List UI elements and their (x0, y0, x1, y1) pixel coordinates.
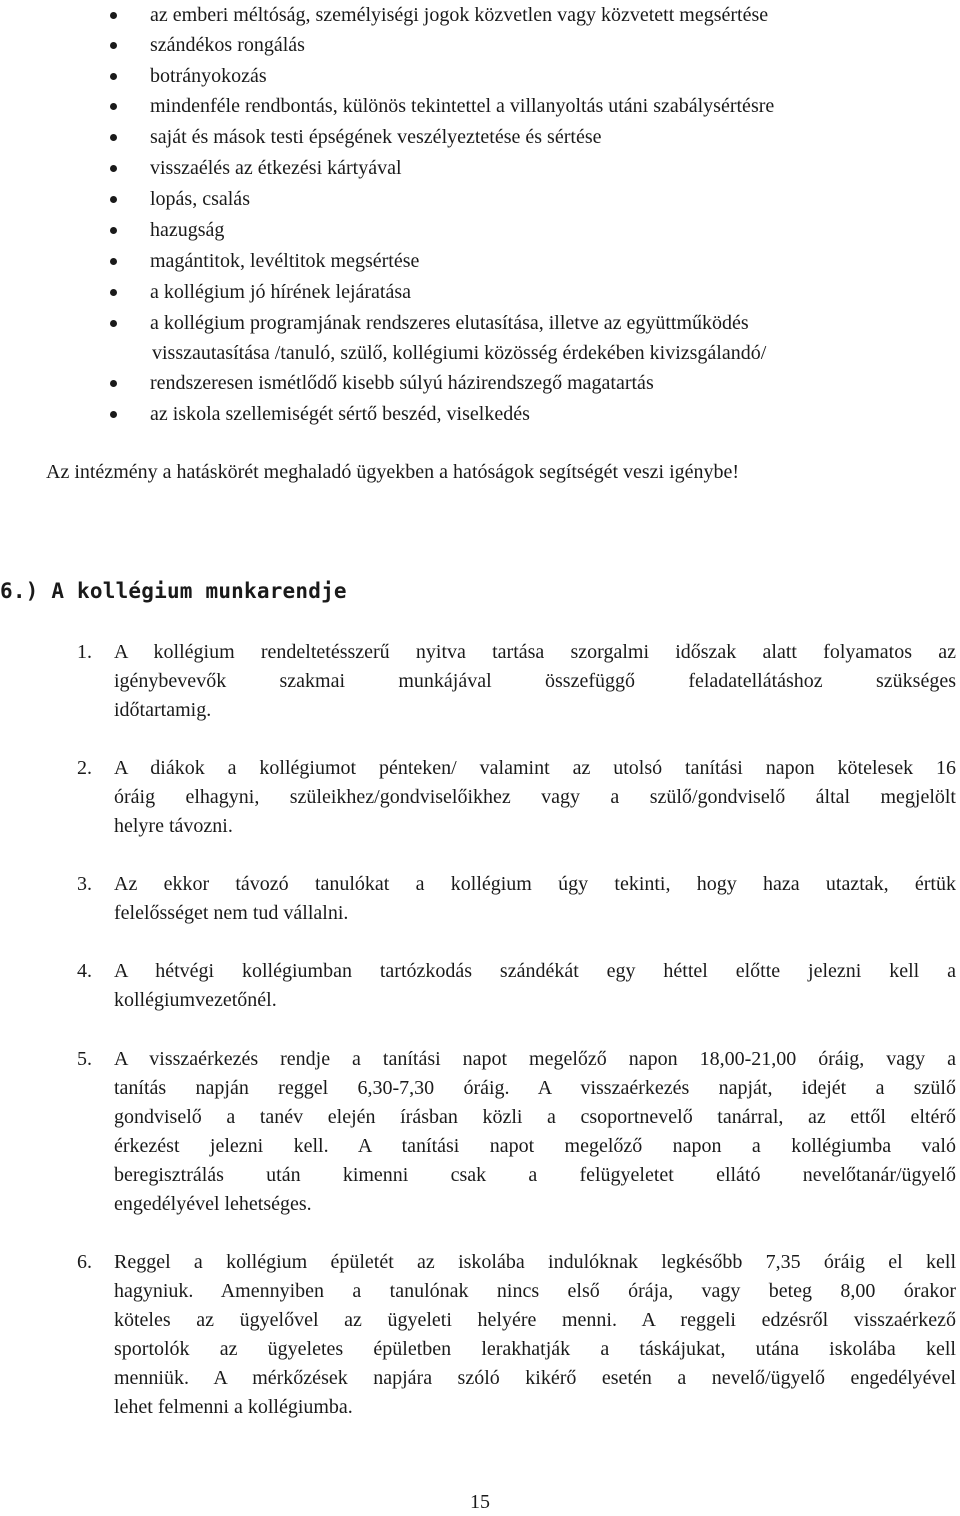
text-line: Az ekkor távozó tanulókat a kollégium úgy tekinti, hogy haza utaztak, értük (114, 873, 956, 895)
text-line: Reggel a kollégium épületét az iskolába indulóknak legkésőbb 7,35 óráig el kell (114, 1251, 956, 1273)
text-line: helyre távozni. (114, 815, 233, 837)
text-line: beregisztrálás után kimenni csak a felügyeletet ellátó nevelőtanár/ügyelő (114, 1164, 956, 1186)
text-line: hagyniuk. Amennyiben a tanulónak nincs első órája, vagy beteg 8,00 órakor (114, 1280, 956, 1302)
bullet-icon (110, 196, 117, 203)
list-item-text: lopás, csalás (150, 188, 250, 210)
text-line: köteles az ügyelővel az ügyeleti helyére menni. A reggeli edzésről visszaérkező (114, 1309, 956, 1331)
list-item-text: botrányokozás (150, 65, 267, 87)
text-line: óráig elhagyni, szüleikhez/gondviselőikhez vagy a szülő/gondviselő által megjelölt (114, 786, 956, 808)
bullet-icon (110, 134, 117, 141)
text-line: igénybevevők szakmai munkájával összefüggő feladatellátáshoz szükséges (114, 670, 956, 692)
list-item (0, 30, 960, 60)
rule-text (114, 1248, 956, 1422)
bullet-icon (110, 42, 117, 49)
rule-number: 4. (77, 960, 92, 982)
bullet-icon (110, 380, 117, 387)
list-item (0, 0, 960, 30)
list-item (0, 308, 960, 338)
text-line: A kollégium rendeltetésszerű nyitva tartása szorgalmi időszak alatt folyamatos az (114, 641, 956, 663)
text-line: tanítás napján reggel 6,30-7,30 óráig. A visszaérkezés napját, idejét a szülő (114, 1077, 956, 1099)
text-line: A visszaérkezés rendje a tanítási napot megelőző napon 18,00-21,00 óráig, vagy a (114, 1048, 956, 1070)
bullet-icon (110, 289, 117, 296)
list-item-text: a kollégium programjának rendszeres elutasítása, illetve az együttműködés (150, 312, 749, 334)
list-item-text: visszaélés az étkezési kártyával (150, 157, 402, 179)
list-item (0, 61, 960, 91)
list-item-text: szándékos rongálás (150, 34, 305, 56)
text-line: A hétvégi kollégiumban tartózkodás szándékát egy héttel előtte jelezni kell a (114, 960, 956, 982)
list-item (0, 153, 960, 183)
rule-text (114, 870, 956, 928)
text-line: időtartamig. (114, 699, 212, 721)
bullet-icon (110, 12, 117, 19)
text-line: menniük. A mérkőzések napjára szóló kikérő esetén a nevelő/ügyelő engedélyével (114, 1367, 956, 1389)
text-line: gondviselő a tanév elején írásban közli a csoportnevelő tanárral, az ettől eltérő (114, 1106, 956, 1128)
list-item-text: visszautasítása /tanuló, szülő, kollégiumi közösség érdekében kivizsgálandó/ (152, 342, 767, 364)
bullet-icon (110, 103, 117, 110)
rule-number: 2. (77, 757, 92, 779)
list-item-text: hazugság (150, 219, 225, 241)
text-line: felelősséget nem tud vállalni. (114, 902, 349, 924)
list-item-continuation (0, 338, 960, 368)
list-item (0, 91, 960, 121)
bullet-icon (110, 411, 117, 418)
rule-number: 6. (77, 1251, 92, 1273)
text-line: érkezést jelezni kell. A tanítási napot megelőző napon a kollégiumba való (114, 1135, 956, 1157)
page-number: 15 (470, 1491, 490, 1513)
list-item-text: magántitok, levéltitok megsértése (150, 250, 420, 272)
text-line: sportolók az ügyeletes épületben lerakhatják a táskájukat, utána iskolába kell (114, 1338, 956, 1360)
list-item (0, 368, 960, 398)
rule-number: 5. (77, 1048, 92, 1070)
list-item-text: az iskola szellemiségét sértő beszéd, viselkedés (150, 403, 530, 425)
list-item (0, 122, 960, 152)
list-item (0, 215, 960, 245)
rule-number: 1. (77, 641, 92, 663)
rule-number: 3. (77, 873, 92, 895)
bullet-icon (110, 73, 117, 80)
section-heading: 6.) A kollégium munkarendje (0, 579, 347, 603)
bullet-icon (110, 165, 117, 172)
text-line: engedélyével lehetséges. (114, 1193, 312, 1215)
rule-text (114, 1045, 956, 1219)
text-line: kollégiumvezetőnél. (114, 989, 277, 1011)
list-item (0, 246, 960, 276)
rule-text (114, 638, 956, 725)
text-line: A diákok a kollégiumot pénteken/ valamint az utolsó tanítási napon kötelesek 16 (114, 757, 956, 779)
bullet-icon (110, 320, 117, 327)
list-item-text: a kollégium jó hírének lejáratása (150, 281, 412, 303)
bullet-icon (110, 258, 117, 265)
bullet-icon (110, 227, 117, 234)
list-item (0, 399, 960, 429)
list-item-text: mindenféle rendbontás, különös tekintettel a villanyoltás utáni szabálysértésre (150, 95, 775, 117)
list-item-text: rendszeresen ismétlődő kisebb súlyú házirendszegő magatartás (150, 372, 654, 394)
text-line: lehet felmenni a kollégiumba. (114, 1396, 353, 1418)
rule-text (114, 754, 956, 841)
list-item (0, 184, 960, 214)
list-item-text: saját és mások testi épségének veszélyeztetése és sértése (150, 126, 602, 148)
list-item (0, 277, 960, 307)
authority-note: Az intézmény a hatáskörét meghaladó ügyekben a hatóságok segítségét veszi igénybe! (46, 461, 740, 483)
rule-text (114, 957, 956, 1015)
list-item-text: az emberi méltóság, személyiségi jogok közvetlen vagy közvetett megsértése (150, 4, 769, 26)
